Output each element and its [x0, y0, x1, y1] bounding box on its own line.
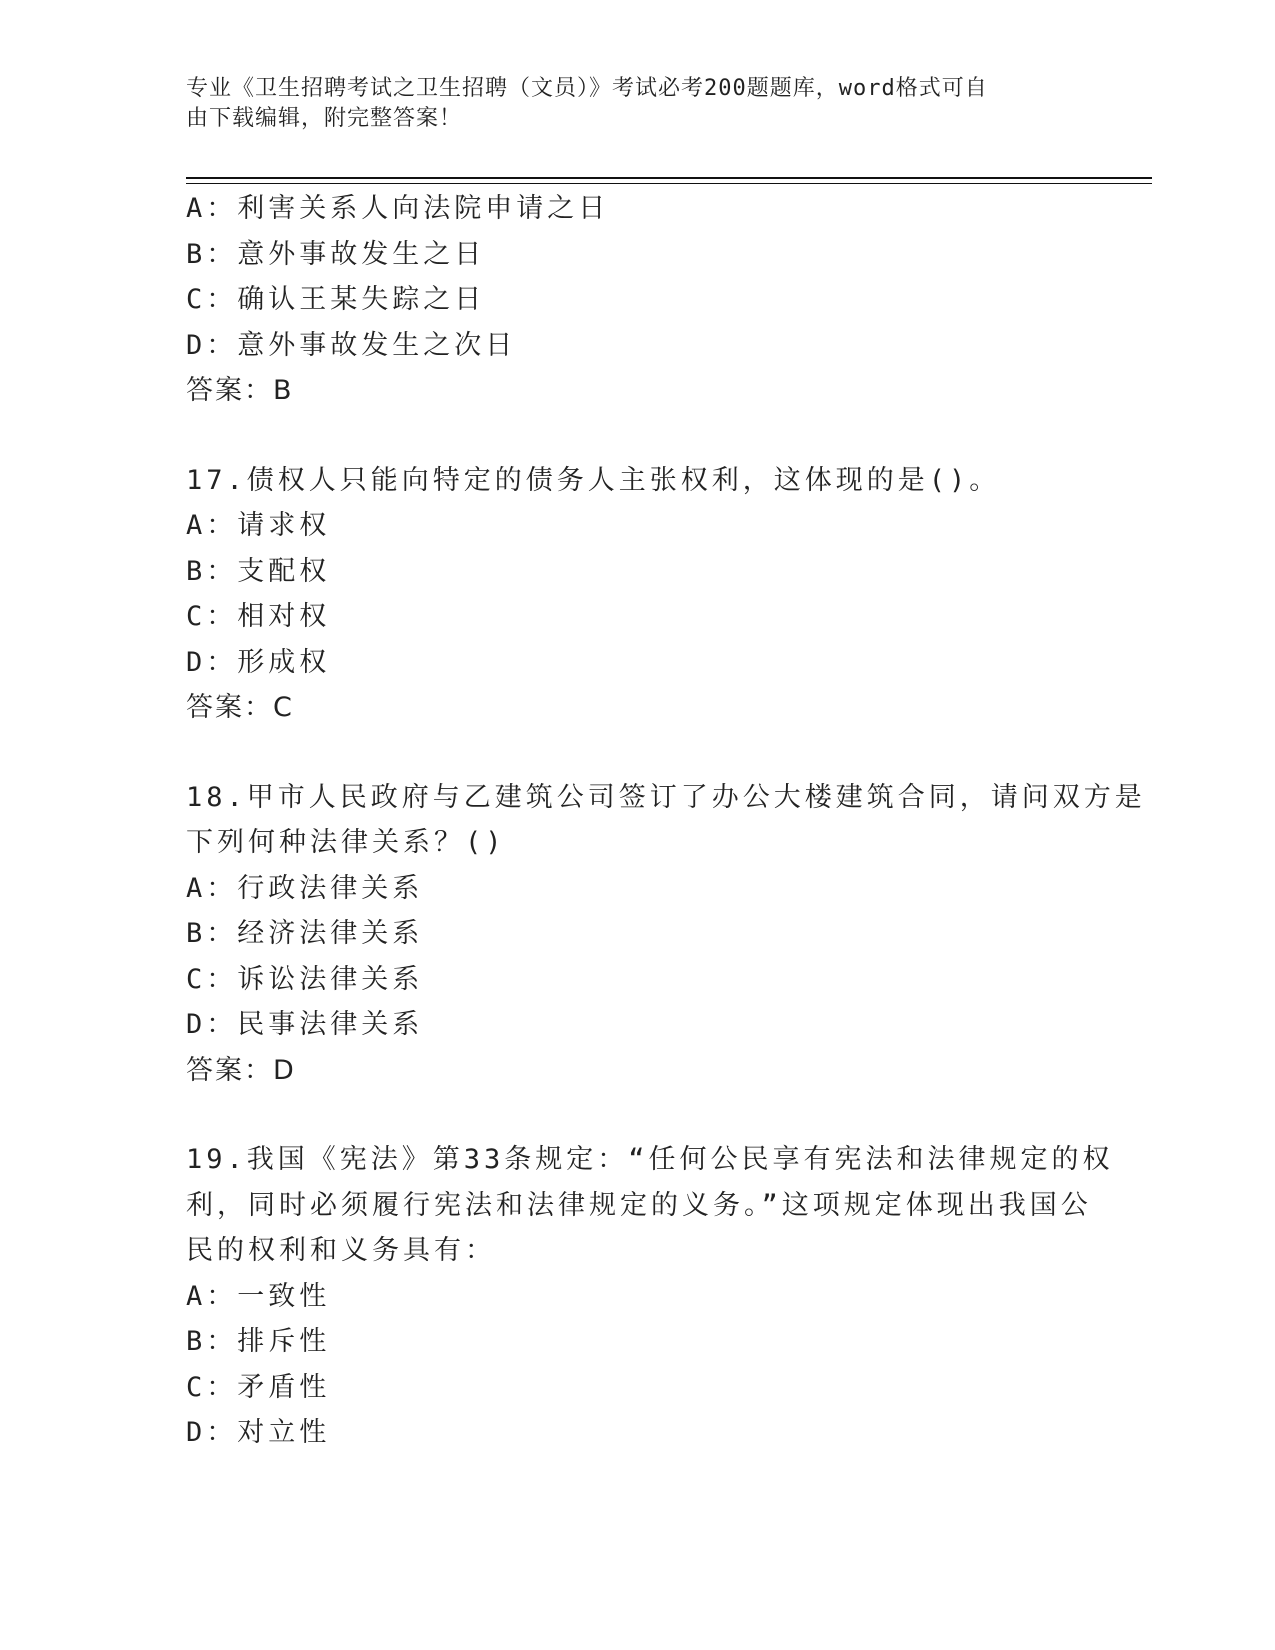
option-b: B：支配权 [186, 555, 331, 587]
header-line-2: 由下载编辑，附完整答案！ [186, 106, 463, 131]
question-19 [186, 1137, 1114, 1456]
header-divider-thin [186, 183, 1152, 184]
option-a: A：请求权 [186, 510, 331, 541]
document-header [186, 74, 1066, 134]
answer: 答案：C [186, 692, 294, 723]
question-stem-line-1: 18.甲市人民政府与乙建筑公司签订了办公大楼建筑合同，请问双方是 [186, 781, 1146, 813]
option-b: B：排斥性 [186, 1326, 331, 1357]
option-d: D：民事法律关系 [186, 1009, 424, 1040]
question-list [186, 186, 1146, 1456]
option-a: A：一致性 [186, 1280, 331, 1312]
answer: 答案：D [186, 1054, 296, 1086]
option-c: C：相对权 [186, 601, 331, 632]
option-c: C：矛盾性 [186, 1371, 331, 1403]
option-d: D：对立性 [186, 1417, 331, 1448]
option-b: B：意外事故发生之日 [186, 238, 486, 270]
question-18 [186, 775, 1146, 1094]
header-line-1: 专业《卫生招聘考试之卫生招聘（文员）》考试必考200题题库，word格式可自 [186, 76, 988, 101]
option-d: D：意外事故发生之次日 [186, 329, 517, 361]
answer: 答案：B [186, 375, 294, 406]
header-divider [186, 177, 1152, 179]
question-stem-line-3: 民的权利和义务具有： [186, 1235, 496, 1266]
question-stem-line-1: 19.我国《宪法》第33条规定：“任何公民享有宪法和法律规定的权 [186, 1144, 1114, 1175]
question-17 [186, 458, 1086, 731]
option-c: C：确认王某失踪之日 [186, 284, 486, 315]
option-a: A：行政法律关系 [186, 872, 424, 904]
question-16 [186, 186, 1086, 414]
question-stem-line-2: 下列何种法律关系？() [186, 827, 506, 858]
option-c: C：诉讼法律关系 [186, 963, 424, 995]
question-stem-line-2: 利，同时必须履行宪法和法律规定的义务。”这项规定体现出我国公 [186, 1189, 1092, 1221]
question-stem: 17.债权人只能向特定的债务人主张权利，这体现的是()。 [186, 464, 1001, 496]
option-b: B：经济法律关系 [186, 918, 424, 949]
option-a: A：利害关系人向法院申请之日 [186, 193, 610, 224]
option-d: D：形成权 [186, 646, 331, 678]
